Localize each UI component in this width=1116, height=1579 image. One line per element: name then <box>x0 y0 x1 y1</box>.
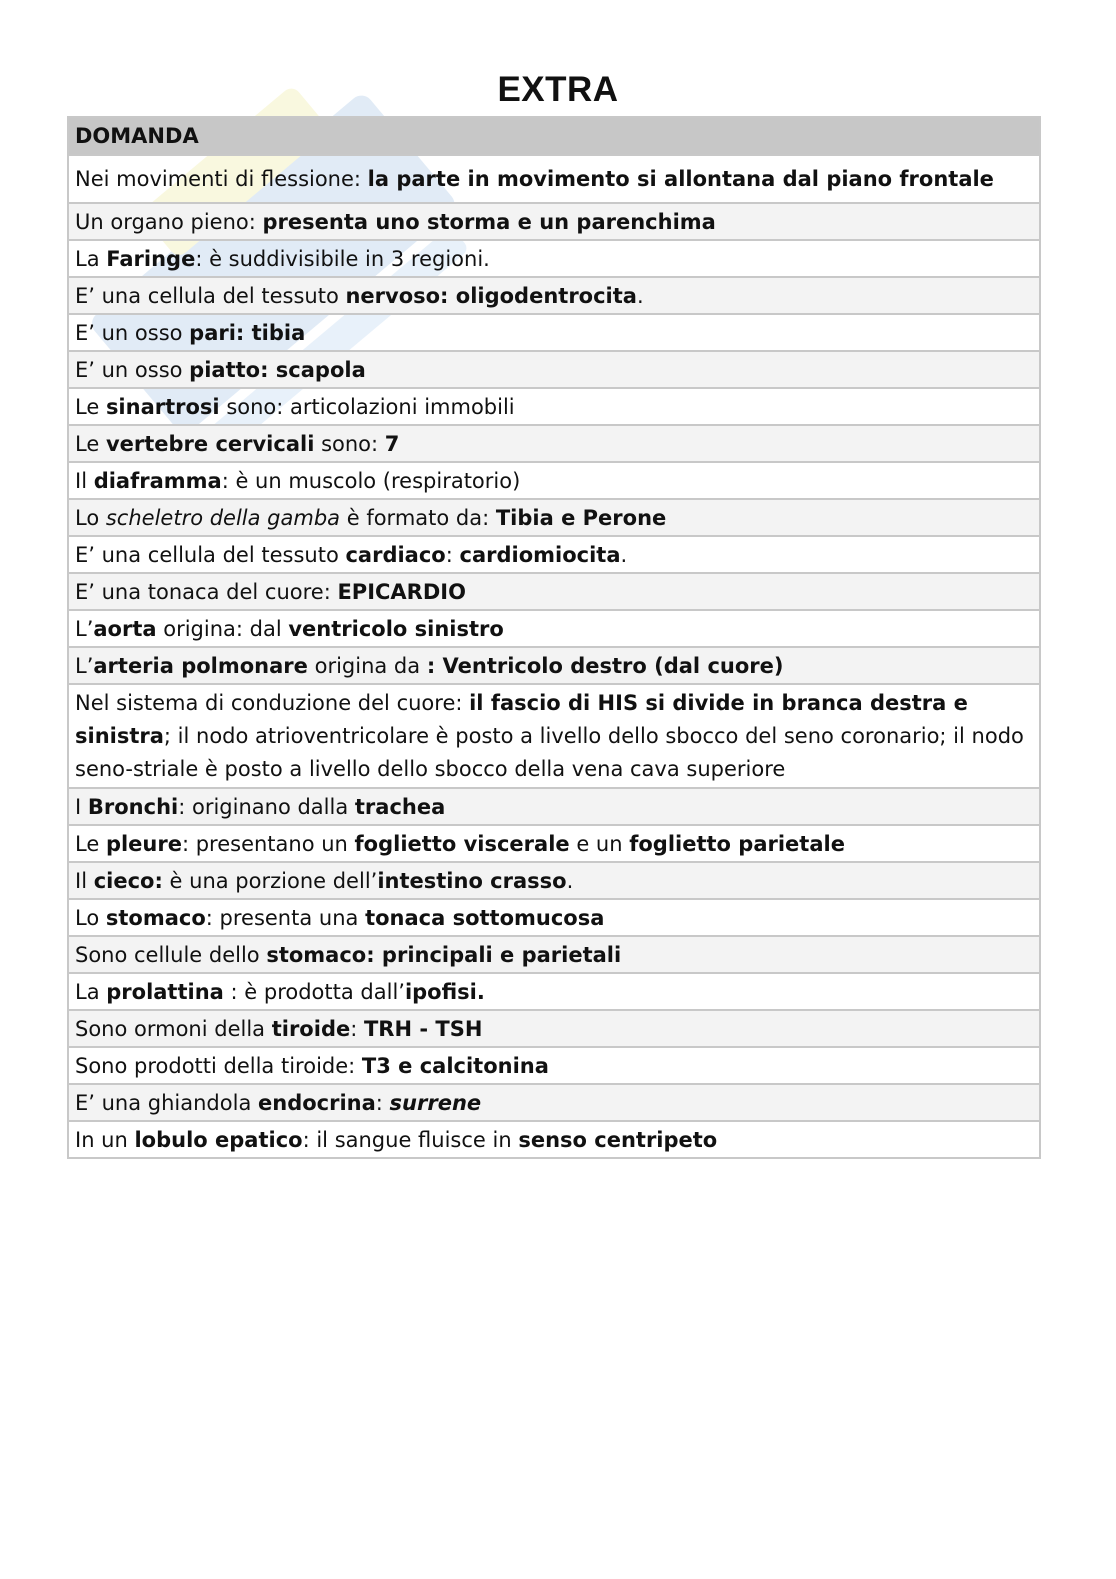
question-cell: E’ una ghiandola endocrina: surrene <box>68 1084 1040 1121</box>
table-row <box>68 610 1040 647</box>
table-row <box>68 936 1040 973</box>
table-row <box>68 536 1040 573</box>
table-row <box>68 862 1040 899</box>
question-cell: Sono cellule dello stomaco: principali e parietali <box>68 936 1040 973</box>
table-row <box>68 788 1040 825</box>
question-cell: In un lobulo epatico: il sangue fluisce in senso centripeto <box>68 1121 1040 1158</box>
question-cell: Sono ormoni della tiroide: TRH - TSH <box>68 1010 1040 1047</box>
page-title: EXTRA <box>497 70 619 109</box>
table-row <box>68 1047 1040 1084</box>
table-row <box>68 647 1040 684</box>
question-cell: La Faringe: è suddivisibile in 3 regioni. <box>68 240 1040 277</box>
table-row <box>68 973 1040 1010</box>
table-row <box>68 1121 1040 1158</box>
question-cell: Le pleure: presentano un foglietto viscerale e un foglietto parietale <box>68 825 1040 862</box>
table-row <box>68 1010 1040 1047</box>
question-cell: Le vertebre cervicali sono: 7 <box>68 425 1040 462</box>
question-cell: E’ una cellula del tessuto cardiaco: cardiomiocita. <box>68 536 1040 573</box>
table-row <box>68 573 1040 610</box>
table-row <box>68 155 1040 203</box>
table-row <box>68 314 1040 351</box>
question-cell: L’arteria polmonare origina da : Ventricolo destro (dal cuore) <box>68 647 1040 684</box>
question-cell: Nei movimenti di flessione: la parte in movimento si allontana dal piano frontale <box>68 155 1040 203</box>
table-row <box>68 684 1040 788</box>
table-row <box>68 825 1040 862</box>
question-cell: E’ un osso piatto: scapola <box>68 351 1040 388</box>
table-row <box>68 899 1040 936</box>
question-cell: Il cieco: è una porzione dell’intestino crasso. <box>68 862 1040 899</box>
table-row <box>68 388 1040 425</box>
table-row <box>68 425 1040 462</box>
question-cell: L’aorta origina: dal ventricolo sinistro <box>68 610 1040 647</box>
question-cell: I Bronchi: originano dalla trachea <box>68 788 1040 825</box>
question-cell: La prolattina : è prodotta dall’ipofisi. <box>68 973 1040 1010</box>
table-row <box>68 203 1040 240</box>
question-cell: E’ una tonaca del cuore: EPICARDIO <box>68 573 1040 610</box>
table-row <box>68 1084 1040 1121</box>
question-cell: Sono prodotti della tiroide: T3 e calcitonina <box>68 1047 1040 1084</box>
question-cell: Lo scheletro della gamba è formato da: Tibia e Perone <box>68 499 1040 536</box>
qa-table <box>67 116 1041 1159</box>
table-row <box>68 462 1040 499</box>
question-cell: Il diaframma: è un muscolo (respiratorio) <box>68 462 1040 499</box>
question-cell: E’ una cellula del tessuto nervoso: oligodentrocita. <box>68 277 1040 314</box>
column-header: DOMANDA <box>68 117 1040 155</box>
table-row <box>68 240 1040 277</box>
question-cell: Lo stomaco: presenta una tonaca sottomucosa <box>68 899 1040 936</box>
question-cell: Le sinartrosi sono: articolazioni immobili <box>68 388 1040 425</box>
question-cell: E’ un osso pari: tibia <box>68 314 1040 351</box>
table-row <box>68 277 1040 314</box>
table-row <box>68 499 1040 536</box>
table-row <box>68 351 1040 388</box>
table-header-row <box>68 117 1040 155</box>
question-cell: Un organo pieno: presenta uno storma e un parenchima <box>68 203 1040 240</box>
question-cell: Nel sistema di conduzione del cuore: il fascio di HIS si divide in branca destra e sinistra; il nodo atrioventricolare è posto a livello dello sbocco del seno coronario; il nodo seno-striale è posto a livello dello sbocco della vena cava superiore <box>68 684 1040 788</box>
